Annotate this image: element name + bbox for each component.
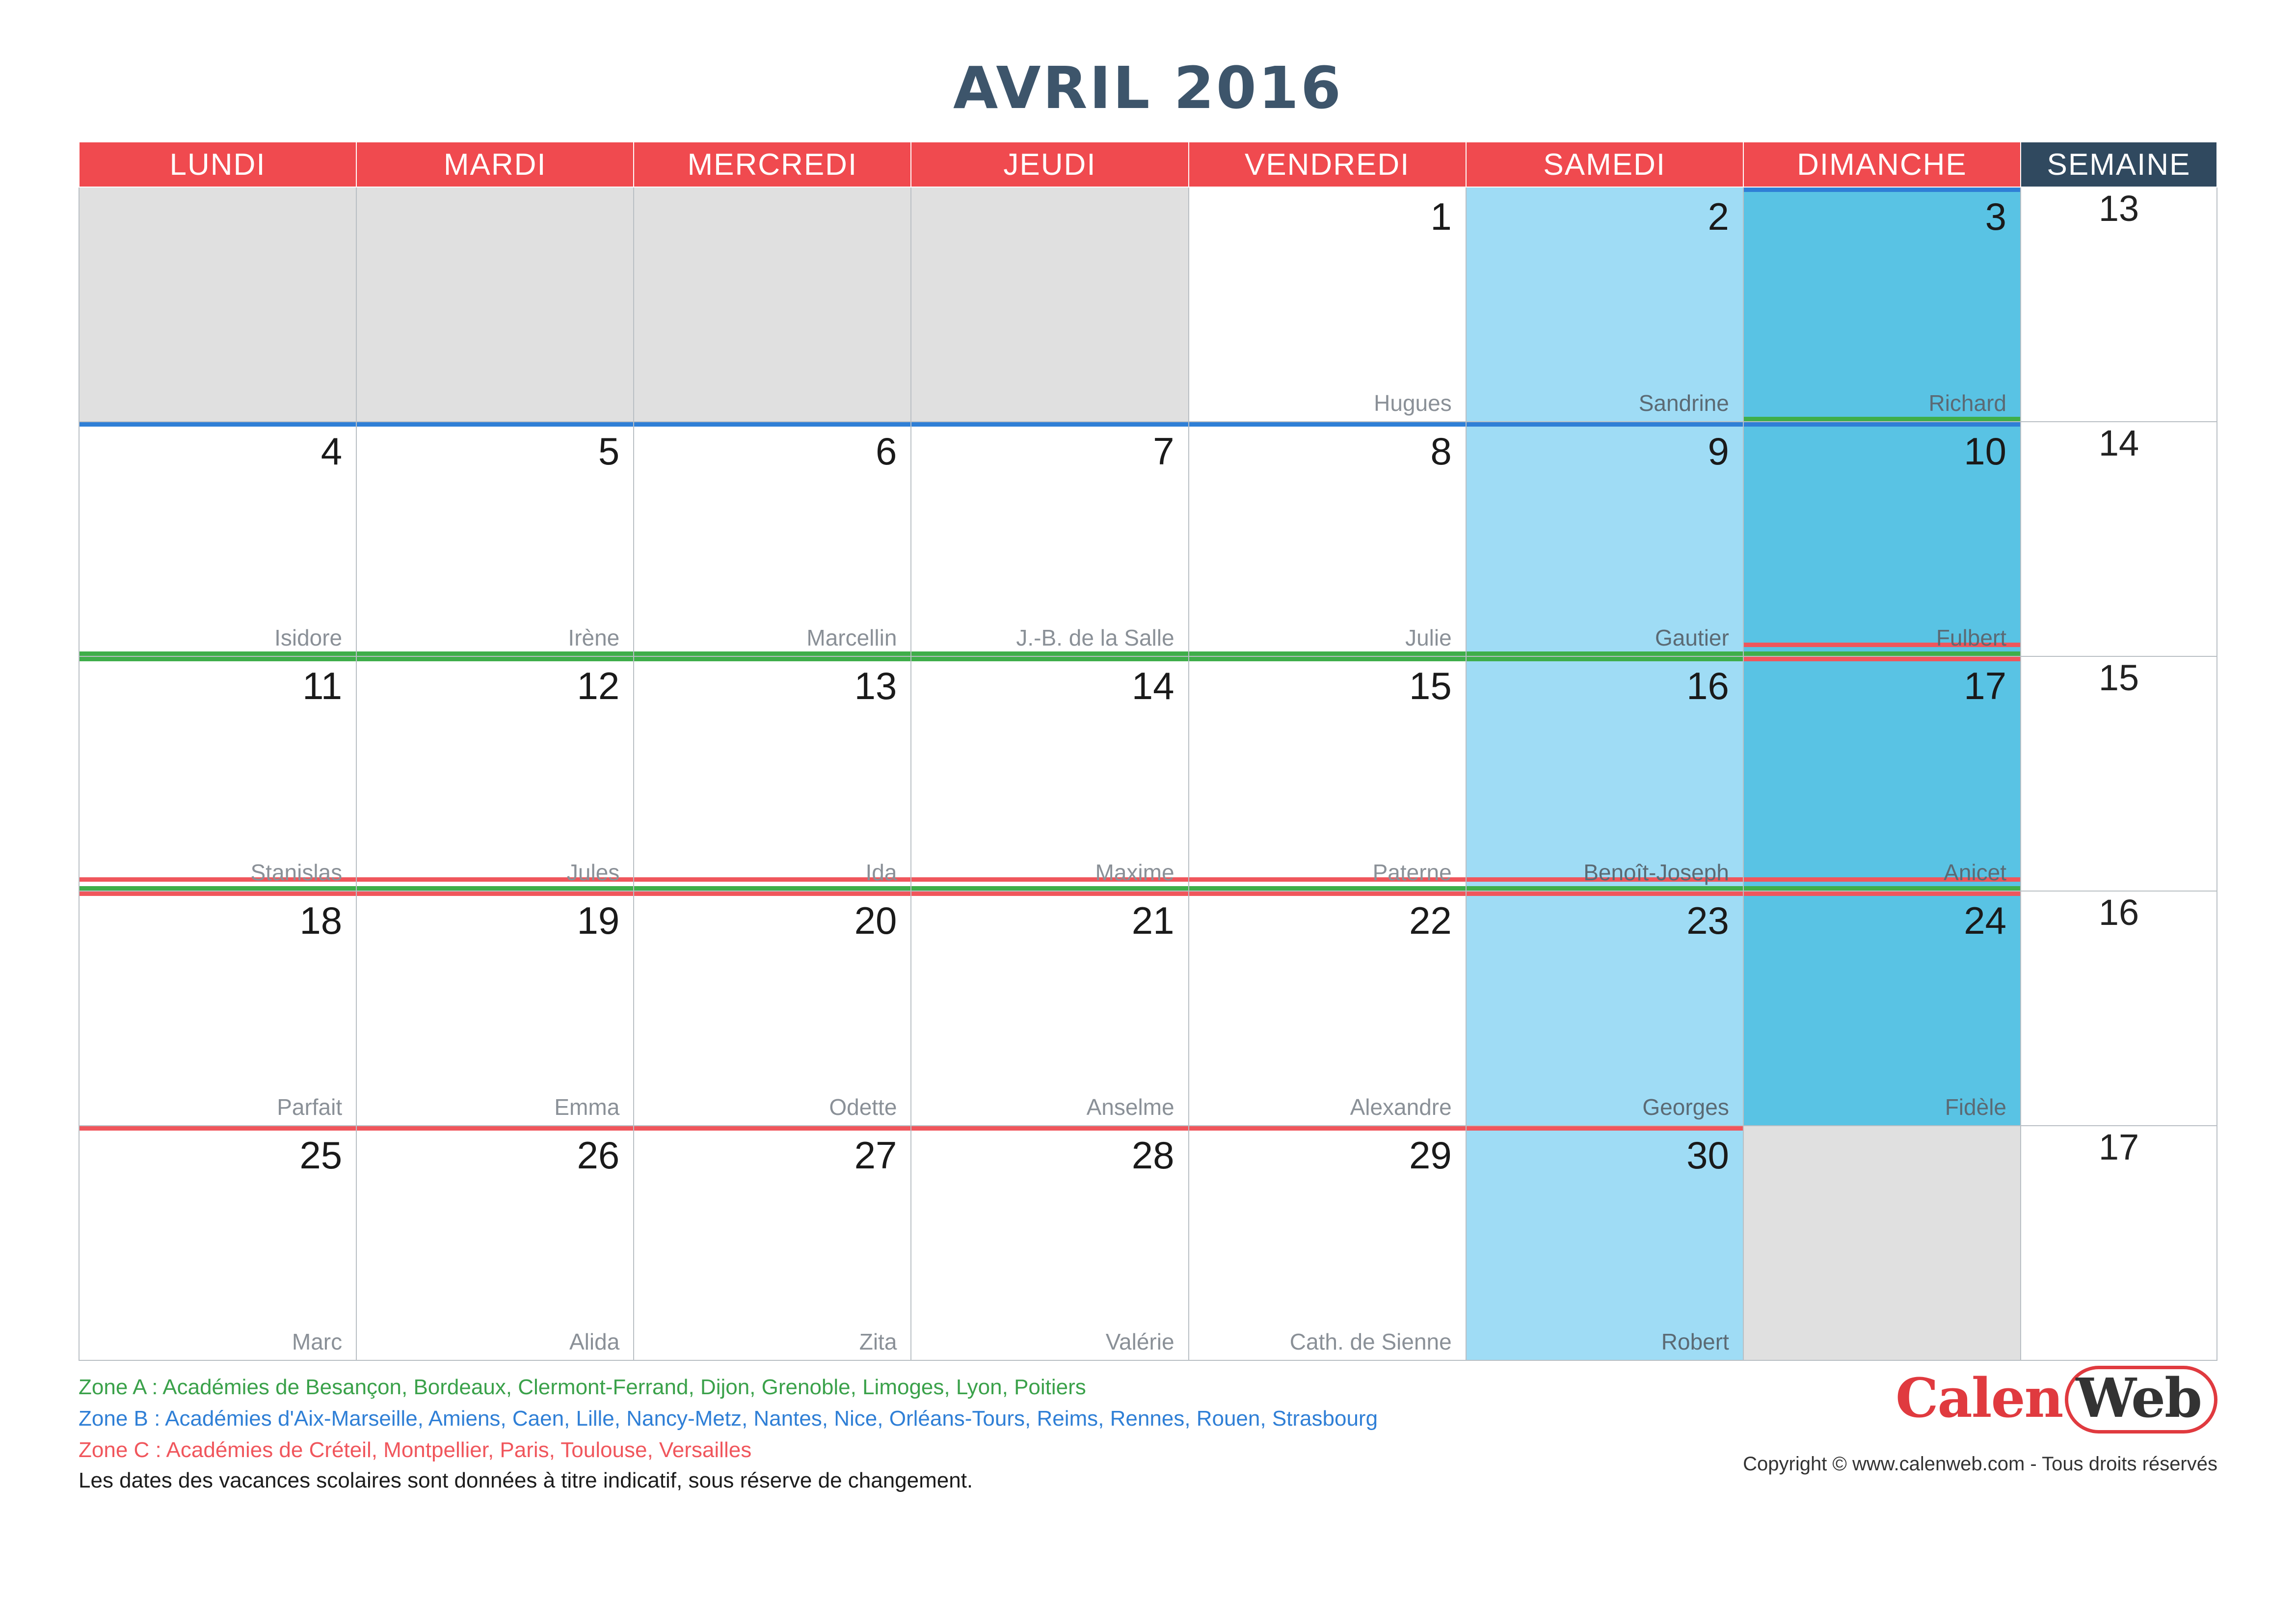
zone-b-strip — [1189, 651, 1466, 656]
day-cell[interactable] — [1189, 891, 1466, 1126]
day-number: 3 — [1985, 195, 2006, 238]
day-number: 2 — [1708, 195, 1729, 238]
day-cell-empty — [1743, 1126, 2021, 1360]
logo-calen-text: Calen — [1895, 1366, 2063, 1430]
header-semaine: SEMAINE — [2021, 142, 2217, 187]
day-number: 8 — [1430, 430, 1452, 473]
saint-name: Marcellin — [806, 625, 897, 650]
zone-b-strip — [1467, 657, 1743, 661]
day-cell[interactable] — [79, 891, 356, 1126]
zone-a-strip — [911, 422, 1188, 427]
calendar-container — [79, 141, 2217, 1361]
footer-note: Les dates des vacances scolaires sont données à titre indicatif, sous réserve de changement. — [79, 1468, 973, 1493]
saint-name: Paterne — [1372, 860, 1452, 885]
day-number: 10 — [1964, 430, 2006, 473]
saint-name: Hugues — [1374, 390, 1452, 416]
saint-name: Valérie — [1105, 1329, 1175, 1354]
zone-b-strip — [911, 886, 1188, 891]
day-number: 5 — [598, 430, 620, 473]
day-cell[interactable] — [911, 891, 1188, 1126]
zone-b-strip — [80, 651, 356, 656]
zone-c-strip — [911, 892, 1188, 896]
saint-name: Georges — [1642, 1094, 1729, 1120]
saint-name: Fulbert — [1936, 625, 2006, 650]
saint-name: Richard — [1928, 390, 2006, 416]
saint-name: Julie — [1405, 625, 1452, 650]
zone-b-strip — [357, 651, 633, 656]
header-jeudi: JEUDI — [911, 142, 1188, 187]
zone-c-strip — [80, 1126, 356, 1131]
zone-a-strip — [1744, 422, 2020, 427]
saint-name: Benoît-Joseph — [1583, 860, 1729, 885]
zone-c-strip — [634, 892, 910, 896]
zone-c-strip — [1189, 892, 1466, 896]
week-row — [79, 187, 2217, 422]
day-number: 27 — [854, 1134, 897, 1177]
week-number: 15 — [2021, 656, 2217, 891]
day-number: 24 — [1964, 899, 2006, 942]
calendar-table — [79, 141, 2217, 1361]
zone-b-strip — [1189, 657, 1466, 661]
saint-name: Cath. de Sienne — [1289, 1329, 1452, 1354]
week-number: 17 — [2021, 1126, 2217, 1360]
saint-name: Gautier — [1655, 625, 1729, 650]
week-row — [79, 422, 2217, 656]
week-number: 14 — [2021, 422, 2217, 656]
day-cell-empty — [634, 187, 911, 422]
zone-c-strip — [357, 892, 633, 896]
saint-name: Irène — [568, 625, 620, 650]
saint-name: Alexandre — [1350, 1094, 1452, 1120]
day-number: 6 — [876, 430, 897, 473]
copyright-text: Copyright © www.calenweb.com - Tous droits réservés — [1743, 1453, 2217, 1475]
day-number: 18 — [299, 899, 343, 942]
day-number: 29 — [1409, 1134, 1452, 1177]
zone-c-strip — [1189, 1126, 1466, 1131]
zone-c-strip — [1744, 657, 2020, 661]
day-number: 23 — [1686, 899, 1729, 942]
day-cell[interactable] — [1189, 422, 1466, 656]
footer — [79, 1361, 2217, 1518]
zone-c-strip — [1744, 892, 2020, 896]
zone-b-strip — [357, 657, 633, 661]
saint-name: Sandrine — [1638, 390, 1729, 416]
header-samedi: SAMEDI — [1466, 142, 1743, 187]
day-cell[interactable] — [79, 422, 356, 656]
day-number: 16 — [1686, 664, 1729, 707]
saint-name: J.-B. de la Salle — [1016, 625, 1175, 650]
day-number: 21 — [1131, 899, 1175, 942]
day-number: 11 — [302, 664, 343, 707]
day-cell[interactable] — [1466, 422, 1743, 656]
zone-c-strip — [911, 1126, 1188, 1131]
saint-name: Marc — [292, 1329, 343, 1354]
day-cell[interactable] — [634, 422, 911, 656]
day-number: 20 — [854, 899, 897, 942]
day-number: 19 — [577, 899, 620, 942]
day-cell[interactable] — [634, 891, 911, 1126]
saint-name: Ida — [865, 860, 897, 885]
day-cell-empty — [911, 187, 1188, 422]
day-number: 12 — [577, 664, 620, 707]
header-lundi: LUNDI — [79, 142, 356, 187]
zone-a-strip — [1189, 422, 1466, 427]
zone-b-strip — [1467, 886, 1743, 891]
saint-name: Isidore — [274, 625, 343, 650]
day-number: 13 — [854, 664, 897, 707]
zone-b-strip — [911, 651, 1188, 656]
logo-web-text: Web — [2065, 1366, 2217, 1434]
zone-a-strip — [634, 422, 910, 427]
week-number: 16 — [2021, 891, 2217, 1126]
zone-b-strip — [634, 657, 910, 661]
day-cell[interactable] — [1189, 187, 1466, 422]
day-number: 17 — [1964, 664, 2006, 707]
zone-b-strip — [1189, 886, 1466, 891]
saint-name: Emma — [554, 1094, 620, 1120]
header-mardi: MARDI — [356, 142, 634, 187]
header-dimanche: DIMANCHE — [1743, 142, 2021, 187]
zone-c-strip — [80, 892, 356, 896]
saint-name: Fidèle — [1945, 1094, 2006, 1120]
day-number: 15 — [1409, 664, 1452, 707]
day-cell[interactable] — [1466, 1126, 1743, 1360]
day-cell[interactable] — [79, 1126, 356, 1360]
day-cell[interactable] — [634, 1126, 911, 1360]
saint-name: Parfait — [277, 1094, 343, 1120]
zone-a-strip — [1744, 188, 2020, 192]
day-cell[interactable] — [1466, 187, 1743, 422]
day-cell[interactable] — [911, 656, 1188, 891]
zone-a-strip — [80, 422, 356, 427]
day-cell[interactable] — [356, 656, 634, 891]
zone-b-strip — [1744, 886, 2020, 891]
zone-b-strip — [911, 657, 1188, 661]
day-number: 25 — [299, 1134, 343, 1177]
saint-name: Robert — [1661, 1329, 1729, 1354]
zone-b-strip — [80, 657, 356, 661]
calendar-header-row — [79, 142, 2217, 187]
day-cell[interactable] — [1189, 1126, 1466, 1360]
zone-c-strip — [357, 1126, 633, 1131]
zone-a-strip — [357, 422, 633, 427]
day-cell[interactable] — [1743, 187, 2021, 422]
day-cell[interactable] — [1743, 891, 2021, 1126]
day-cell[interactable] — [1743, 422, 2021, 656]
saint-name: Zita — [859, 1329, 897, 1354]
day-cell-empty — [79, 187, 356, 422]
day-number: 7 — [1153, 430, 1175, 473]
saint-name: Stanislas — [250, 860, 343, 885]
calenweb-logo[interactable] — [1530, 1366, 2217, 1475]
zone-b-strip — [357, 886, 633, 891]
day-cell[interactable] — [1466, 656, 1743, 891]
zone-c-strip — [634, 1126, 910, 1131]
saint-name: Odette — [829, 1094, 897, 1120]
zone-c-strip — [1467, 1126, 1743, 1131]
zone-b-strip — [80, 886, 356, 891]
week-number: 13 — [2021, 187, 2217, 422]
saint-name: Maxime — [1095, 860, 1175, 885]
week-row — [79, 656, 2217, 891]
day-cell[interactable] — [356, 422, 634, 656]
page-title: AVRIL 2016 — [953, 54, 1343, 122]
day-cell[interactable] — [634, 656, 911, 891]
saint-name: Alida — [569, 1329, 620, 1354]
zone-a-strip — [1467, 422, 1743, 427]
saint-name: Anselme — [1086, 1094, 1175, 1120]
saint-name: Jules — [566, 860, 620, 885]
day-number: 22 — [1409, 899, 1452, 942]
day-number: 9 — [1708, 430, 1729, 473]
day-cell[interactable] — [1743, 656, 2021, 891]
header-mercredi: MERCREDI — [634, 142, 911, 187]
day-number: 4 — [320, 430, 343, 473]
day-cell[interactable] — [356, 891, 634, 1126]
week-row — [79, 891, 2217, 1126]
day-number: 14 — [1131, 664, 1175, 707]
zone-b-strip — [634, 886, 910, 891]
day-number: 30 — [1686, 1134, 1729, 1177]
day-cell-empty — [356, 187, 634, 422]
zone-c-strip — [1467, 892, 1743, 896]
zone-b-strip — [1744, 651, 2020, 656]
zone-b-strip — [1467, 651, 1743, 656]
day-number: 1 — [1430, 195, 1452, 238]
day-number: 28 — [1131, 1134, 1175, 1177]
header-vendredi: VENDREDI — [1189, 142, 1466, 187]
saint-name: Anicet — [1944, 860, 2006, 885]
day-cell[interactable] — [1189, 656, 1466, 891]
zone-b-legend: Zone B : Académies d'Aix-Marseille, Amiens, Caen, Lille, Nancy-Metz, Nantes, Nice, Orléans-Tours, Reims, Rennes, Rouen, Strasbourg — [79, 1406, 1378, 1431]
zone-b-strip — [634, 651, 910, 656]
zone-c-legend: Zone C : Académies de Créteil, Montpellier, Paris, Toulouse, Versailles — [79, 1437, 752, 1462]
day-cell[interactable] — [79, 656, 356, 891]
day-cell[interactable] — [911, 422, 1188, 656]
day-cell[interactable] — [356, 1126, 634, 1360]
day-cell[interactable] — [1466, 891, 1743, 1126]
zone-b-strip — [1744, 417, 2020, 421]
day-number: 26 — [577, 1134, 620, 1177]
day-cell[interactable] — [911, 1126, 1188, 1360]
week-row — [79, 1126, 2217, 1360]
zone-a-legend: Zone A : Académies de Besançon, Bordeaux, Clermont-Ferrand, Dijon, Grenoble, Limoges, Lyon, Poitiers — [79, 1375, 1086, 1399]
